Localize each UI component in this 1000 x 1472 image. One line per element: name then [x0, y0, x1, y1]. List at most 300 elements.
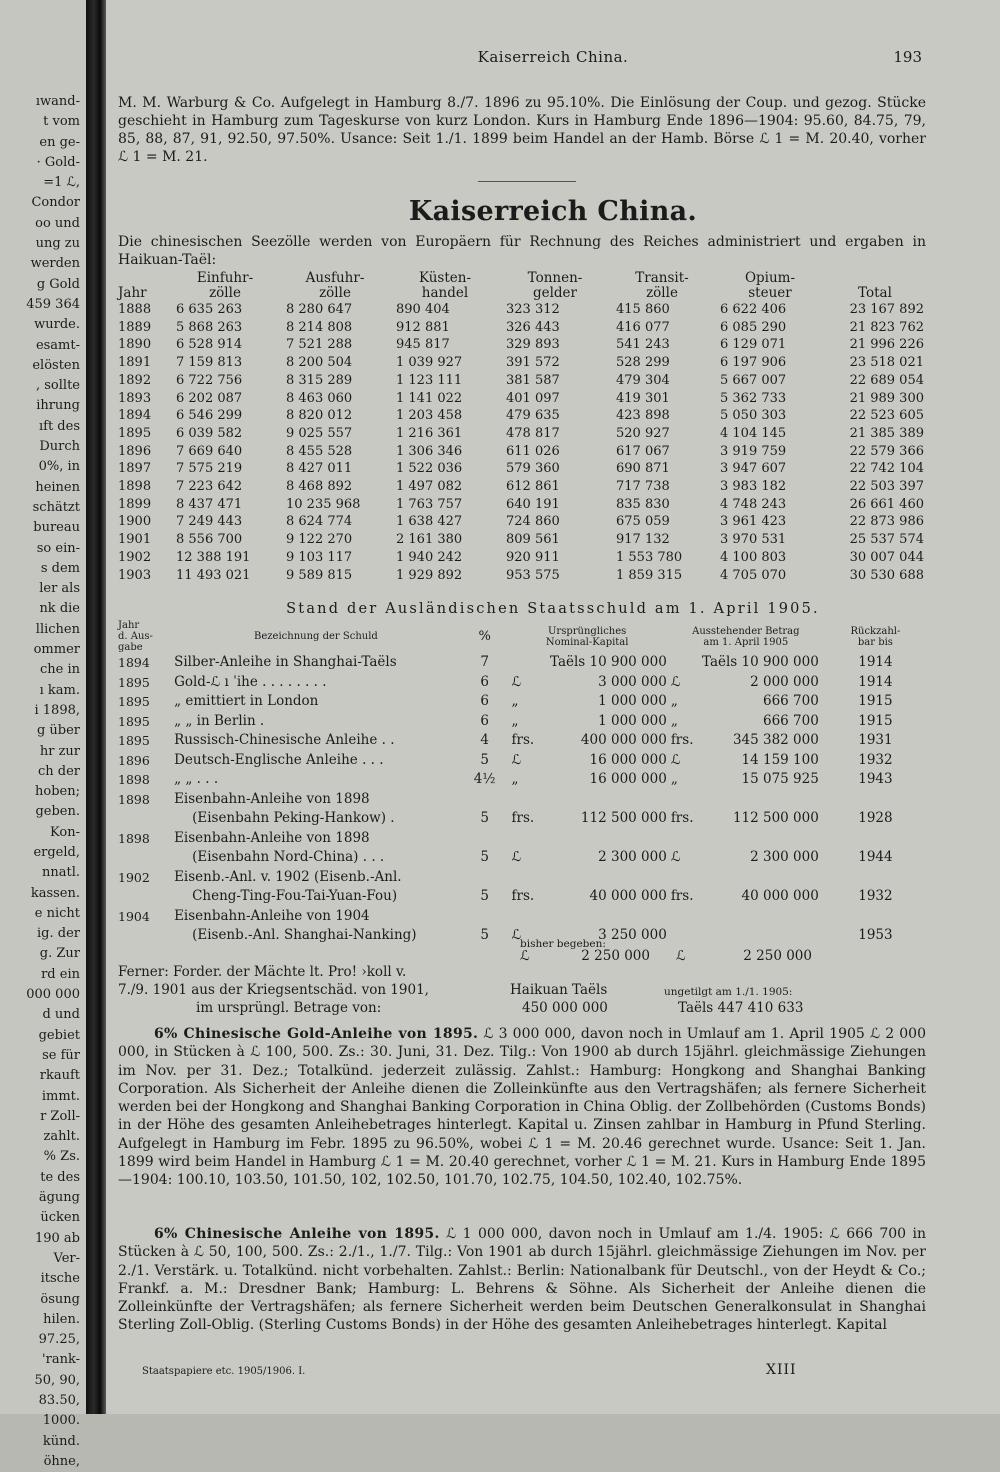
value-cell: 7 159 813	[176, 355, 243, 371]
col-name: Bezeichnung der Schuld	[254, 631, 378, 642]
debt-heading: Stand der Ausländischen Staatsschuld am 1. April 1905.	[286, 601, 820, 617]
debt-outstanding-cell: 666 700	[763, 693, 819, 709]
debt-header-repay: Rückzahl- bar bis	[850, 625, 901, 648]
table-row	[118, 770, 926, 790]
previous-page-line: zahlt.	[43, 1129, 80, 1145]
customs-col-header: Jahr	[118, 285, 147, 301]
previous-page-line: hoben;	[35, 784, 80, 800]
previous-page-line: Ver-	[53, 1250, 80, 1266]
previous-page-line: 'rank-	[42, 1352, 80, 1368]
value-cell: 1 522 036	[396, 461, 463, 477]
value-cell: 1 929 892	[396, 567, 463, 583]
previous-page-line: itsche	[40, 1271, 80, 1287]
year-cell: 1889	[118, 319, 152, 335]
value-cell: 617 067	[616, 443, 670, 459]
previous-page-line: · Gold-	[36, 154, 80, 170]
bisher-row	[118, 938, 926, 964]
debt-cur1-cell: frs.	[511, 732, 535, 748]
value-cell: 8 315 289	[286, 372, 353, 388]
previous-page-line: 000 000	[26, 987, 80, 1003]
previous-page-line: g über	[36, 723, 80, 739]
value-cell: 419 301	[616, 390, 670, 406]
previous-page-line: kassen.	[30, 885, 80, 901]
debt-cur1-cell: frs.	[511, 810, 535, 826]
debt-pct-cell: 4	[480, 732, 489, 748]
value-cell: 520 927	[616, 425, 670, 441]
debt-name-cell: Deutsch-Englische Anleihe . . .	[174, 751, 384, 768]
table-row	[118, 513, 924, 531]
debt-nominal-cell: 1 000 000	[598, 712, 667, 729]
year-cell: 1890	[118, 337, 152, 353]
value-cell: 8 280 647	[286, 302, 353, 317]
previous-page-line: Durch	[39, 439, 80, 455]
debt-outstanding-cell: 40 000 000	[741, 888, 819, 904]
value-cell: 30 530 688	[849, 567, 924, 583]
debt-repay-cell: 1944	[858, 849, 893, 865]
previous-page-text	[0, 0, 86, 1472]
previous-page-line: ıwand-	[35, 94, 80, 109]
year-cell: 1898	[118, 479, 152, 495]
value-cell: 5 362 733	[720, 390, 787, 406]
previous-page-line: te des	[40, 1169, 80, 1185]
value-cell: 8 556 700	[176, 532, 243, 548]
value-cell: 640 191	[506, 496, 560, 512]
debt-cur2-cell	[667, 868, 702, 888]
value-cell: 7 249 443	[176, 514, 243, 530]
value-cell: 6 528 914	[176, 337, 243, 353]
loan-1895b-title: 6% Chinesische Anleihe von 1895.	[154, 1226, 440, 1242]
previous-page-line: ı kam.	[39, 682, 80, 698]
debt-outstanding-cell: 666 700	[763, 712, 819, 729]
value-cell: 6 085 290	[720, 319, 787, 335]
value-cell: 1 553 780	[616, 549, 683, 565]
value-cell: 22 523 605	[849, 408, 924, 424]
debt-pct-cell	[462, 868, 508, 888]
bisher-cur1: ℒ	[520, 948, 530, 964]
previous-page-line: ch der	[37, 763, 80, 779]
customs-col-header: Total	[858, 285, 892, 301]
value-cell: 23 167 892	[849, 302, 924, 317]
debt-name-cell: Eisenbahn-Anleihe von 1904	[174, 907, 370, 924]
previous-page-line: nk die	[39, 601, 80, 617]
value-cell: 3 970 531	[720, 532, 787, 548]
ferner-line-1: Ferner: Forder. der Mächte lt. Pro! ›koll v.	[118, 964, 407, 980]
value-cell: 579 360	[506, 461, 560, 477]
debt-cur2-cell: frs.	[670, 732, 694, 748]
debt-year-cell	[118, 887, 170, 907]
previous-page-line: ösung	[40, 1291, 80, 1307]
ferner-line-3: im ursprüngl. Betrage von:	[196, 1000, 382, 1016]
debt-name-cell: Gold-ℒ ı ˈihe . . . . . . . .	[174, 673, 327, 690]
value-cell: 912 881	[396, 319, 450, 335]
debt-cur1-cell	[508, 829, 550, 849]
bisher-label: bisher begeben:	[520, 938, 606, 950]
table-row	[118, 478, 924, 496]
value-cell: 22 873 986	[849, 514, 924, 530]
previous-page-line: werden	[30, 256, 80, 272]
table-row	[118, 319, 924, 337]
previous-page-line: ihrung	[36, 398, 80, 414]
debt-cur2-cell: ℒ	[670, 751, 681, 768]
value-cell: 1 859 315	[616, 567, 683, 583]
value-cell: 9 025 557	[286, 425, 353, 441]
previous-page-line: g Gold	[36, 276, 80, 292]
value-cell: 21 823 762	[849, 319, 924, 335]
debt-repay-cell	[825, 868, 926, 888]
debt-name-cell: Cheng-Ting-Fou-Tai-Yuan-Fou)	[192, 888, 398, 904]
value-cell: 5 050 303	[720, 408, 787, 424]
previous-page-line: bureau	[33, 520, 80, 536]
debt-cur2-cell	[667, 653, 702, 673]
debt-repay-cell: 1931	[858, 732, 893, 748]
debt-outstanding-cell: 2 000 000	[750, 673, 819, 690]
debt-cur1-cell	[508, 790, 550, 810]
previous-page-line: ücken	[40, 1210, 80, 1226]
customs-col-header: Opium- steuer	[744, 270, 796, 301]
previous-page-line: 50, 90,	[34, 1372, 80, 1388]
table-row	[118, 567, 924, 585]
table-row	[118, 496, 924, 514]
value-cell: 3 961 423	[720, 514, 787, 530]
debt-cur2-cell: frs.	[670, 888, 694, 904]
col-repay	[825, 620, 926, 653]
value-cell: 917 132	[616, 532, 670, 548]
previous-page-line: 83.50,	[38, 1393, 80, 1408]
debt-name-cell: Eisenbahn-Anleihe von 1898	[174, 829, 370, 846]
value-cell: 9 122 270	[286, 532, 353, 548]
debt-nominal-cell: 16 000 000	[589, 751, 667, 768]
previous-page-line: ung zu	[35, 236, 80, 252]
value-cell: 809 561	[506, 532, 560, 548]
value-cell: 1 216 361	[396, 425, 463, 441]
value-cell: 423 898	[616, 408, 670, 424]
loan-1895b-text: ℒ 1 000 000, davon noch in Umlauf am 1./4. 1905: ℒ 666 700 in Stücken à ℒ 50, 100, 500. Zs.: 2./1., 1./7. Tilg.: Von 1901 ab durch 15jährl. gleichmässige Ziehungen im Nov. per 2./1. Verstärk. u. Totalkünd. nicht vorbehalten. Zahlst.: Berlin: Nationalbank für Deutschl., von der Heydt & Co.; Frankf. a. M.: Dresdner Bank; Hamburg: L. Behrens & Söhne. Als Sicherheit der Anleihe dienen die Zolleinkünfte der Vertragshäfen; als fernere Sicherheit werden beim Deutschen Generalkonsulat in Shanghai Sterling Zoll-Oblig. (Sterling Customs Bonds) in der Höhe des gesamten Anleihebetrages hinterlegt. Kapital	[118, 1226, 927, 1334]
value-cell: 6 635 263	[176, 302, 243, 317]
value-cell: 1 497 082	[396, 479, 463, 495]
debt-outstanding-cell	[702, 868, 825, 888]
previous-page-line: rkauft	[39, 1068, 80, 1084]
table-row	[118, 460, 924, 478]
debt-year-cell: 1895	[118, 694, 150, 709]
value-cell: 6 546 299	[176, 408, 243, 424]
value-cell: 3 983 182	[720, 479, 787, 495]
value-cell: 10 235 968	[286, 496, 361, 512]
value-cell: 717 738	[616, 479, 670, 495]
debt-cur2-cell: „	[670, 712, 678, 729]
previous-page-line: schätzt	[32, 499, 80, 515]
debt-year-cell	[118, 809, 170, 829]
value-cell: 3 919 759	[720, 443, 787, 459]
debt-repay-cell: 1915	[858, 693, 893, 709]
separator-rule	[478, 181, 576, 182]
debt-outstanding-cell	[702, 790, 825, 810]
value-cell: 22 579 366	[849, 443, 924, 459]
value-cell: 479 304	[616, 372, 670, 388]
previous-page-line: 190 ab	[34, 1230, 80, 1246]
previous-page-line: ommer	[33, 642, 80, 658]
value-cell: 724 860	[506, 514, 560, 530]
debt-year-cell: 1895	[118, 674, 150, 690]
value-cell: 478 817	[506, 425, 560, 441]
ferner-nominal-label: Haikuan Taëls	[510, 982, 608, 998]
ferner-nominal-value: 450 000 000	[522, 1000, 608, 1016]
debt-cur1-cell: ℒ	[511, 927, 522, 943]
table-row	[118, 425, 924, 443]
debt-year-cell: 1904	[118, 908, 150, 924]
debt-name-cell: (Eisenb.-Anl. Shanghai-Nanking)	[192, 927, 417, 943]
running-header	[106, 48, 1000, 72]
debt-nominal-cell: 3 250 000	[598, 927, 667, 943]
value-cell: 1 141 022	[396, 390, 463, 406]
previous-page-line: Condor	[31, 195, 80, 211]
previous-page-line: so ein-	[36, 540, 80, 556]
debt-cur1-cell: ℒ	[511, 673, 522, 690]
value-cell: 5 868 263	[176, 319, 243, 335]
table-row	[118, 531, 924, 549]
previous-page-line: hr zur	[39, 743, 80, 759]
previous-page-line: 0%, in	[38, 459, 80, 475]
debt-repay-cell: 1932	[858, 888, 893, 904]
previous-page-line: ig. der	[37, 926, 80, 942]
value-cell: 8 820 012	[286, 408, 353, 424]
previous-page-line: oo und	[35, 215, 80, 231]
value-cell: 26 661 460	[849, 496, 924, 512]
debt-cur2-cell: frs.	[670, 810, 694, 826]
debt-header-outstanding: Ausstehender Betrag am 1. April 1905	[692, 625, 800, 648]
debt-name-cell: „ emittiert in London	[174, 693, 319, 709]
previous-page-line: r Zoll-	[40, 1108, 80, 1124]
value-cell: 7 521 288	[286, 337, 353, 353]
year-cell: 1888	[118, 302, 152, 317]
ferner-tilgt-value: Taëls 447 410 633	[678, 1000, 804, 1016]
customs-col-header: Einfuhr- zölle	[196, 270, 254, 301]
debt-outstanding-cell	[702, 907, 825, 927]
debt-nominal-cell	[550, 790, 667, 810]
debt-nominal-cell	[550, 829, 667, 849]
year-cell: 1903	[118, 567, 152, 583]
value-cell: 6 202 087	[176, 390, 243, 406]
year-cell: 1902	[118, 549, 152, 565]
table-row	[118, 443, 924, 461]
page-number: 193	[893, 48, 922, 66]
table-row	[118, 829, 926, 849]
loan-1895-text: ℒ 3 000 000, davon noch in Umlauf am 1. April 1905 ℒ 2 000 000, in Stücken à ℒ 100, 500. Zs.: 30. Juni, 31. Dez. Tilg.: Von 1900 ab durch 15jährl. gleichmässige Ziehungen im Nov. per 31. Dez.; Totalkünd. jederzeit zulässig. Zahlst.: Hamburg: Hongkong and Shanghai Banking Corporation. Als Sicherheit der Anleihe dienen die Zolleinkünfte aus den Vertragshäfen; als fernere Sicherheit werden bei der Hongkong and Shanghai Banking Corporation in China Oblig. der Zollbehörden (Customs Bonds) in der Höhe des gesamten Anleihebetrages hinterlegt. Kapital u. Zinsen zahlbar in Hamburg in Pfund Sterling. Aufgelegt in Hamburg im Febr. 1895 zu 96.50%, wobei ℒ 1 = M. 20.46 gerechnet wurde. Usance: Seit 1. Jan. 1899 wird beim Handel in Hamburg ℒ 1 = M. 20.40 gerechnet, vorher ℒ 1 = M. 21. Kurs in Hamburg Ende 1895—1904: 100.10, 103.50, 101.50, 102, 102.50, 101.70, 102.75, 104.50, 102.40, 102.75%.	[118, 1026, 926, 1189]
debt-name-cell: (Eisenbahn Peking-Hankow) .	[192, 810, 395, 826]
section-title: Kaiserreich China.	[408, 196, 698, 227]
debt-outstanding-cell: 14 159 100	[741, 751, 819, 768]
col-year	[118, 620, 170, 653]
debt-cur1-cell	[508, 653, 550, 673]
previous-page-line: öhne,	[43, 1453, 80, 1469]
intro-paragraph: M. M. Warburg & Co. Aufgelegt in Hamburg 8./7. 1896 zu 95.10%. Die Einlösung der Coup. und gezog. Stücke geschieht in Hamburg zum Tageskurse von kurz London. Kurs in Hamburg Ende 1896—1904: 95.60, 84.75, 79, 85, 88, 87, 91, 92.50, 97.50%. Usance: Seit 1./1. 1899 beim Handel an der Hamb. Börse ℒ 1 = M. 20.40, vorher ℒ 1 = M. 21.	[118, 95, 926, 165]
debt-pct-cell: 7	[480, 654, 489, 670]
debt-header-nominal: Ursprüngliches Nominal-Kapital	[545, 625, 629, 648]
debt-repay-cell: 1914	[858, 654, 893, 670]
value-cell: 479 635	[506, 408, 560, 424]
previous-page-line: che in	[39, 662, 80, 678]
value-cell: 920 911	[506, 549, 560, 565]
debt-repay-cell	[825, 829, 926, 849]
table-row	[118, 868, 926, 888]
table-row	[118, 731, 926, 751]
value-cell: 1 123 111	[396, 372, 463, 388]
previous-page-line: hilen.	[43, 1311, 80, 1327]
value-cell: 9 103 117	[286, 549, 353, 565]
value-cell: 415 860	[616, 302, 670, 317]
previous-page-line: 97.25,	[38, 1332, 80, 1348]
debt-cur1-cell	[508, 868, 550, 888]
debt-nominal-cell: 1 000 000	[598, 693, 667, 709]
value-cell: 7 223 642	[176, 479, 243, 495]
value-cell: 21 989 300	[849, 390, 924, 406]
year-cell: 1893	[118, 390, 152, 406]
debt-outstanding-cell: Taëls 10 900 000	[702, 654, 819, 670]
table-row	[118, 390, 924, 408]
customs-col-header: Ausfuhr- zölle	[305, 270, 365, 301]
debt-nominal-cell	[550, 907, 667, 927]
ferner-block	[118, 963, 926, 1023]
value-cell: 21 385 389	[849, 425, 924, 441]
debt-year-cell: 1894	[118, 655, 150, 670]
previous-page-line: wurde.	[34, 317, 80, 333]
table-row	[118, 336, 924, 354]
previous-page-line: i 1898,	[34, 702, 80, 718]
value-cell: 945 817	[396, 337, 450, 353]
value-cell: 1 638 427	[396, 514, 463, 530]
year-cell: 1901	[118, 532, 152, 548]
col-outstanding	[667, 620, 825, 653]
value-cell: 6 039 582	[176, 425, 243, 441]
previous-page-line: heinen	[35, 479, 80, 495]
previous-page-line: , sollte	[36, 378, 80, 394]
col-nominal	[508, 620, 667, 653]
debt-repay-cell: 1915	[858, 712, 893, 729]
debt-year-cell: 1902	[118, 869, 150, 885]
previous-page-line: llichen	[35, 621, 80, 637]
previous-page-line: gebiet	[38, 1027, 80, 1043]
table-row	[118, 809, 926, 829]
previous-page-line: esamt-	[35, 337, 80, 353]
debt-header-year: Jahr d. Aus- gabe	[118, 620, 153, 653]
value-cell: 11 493 021	[176, 567, 251, 583]
previous-page-line: s dem	[40, 560, 80, 576]
debt-name-cell: Eisenbahn-Anleihe von 1898	[174, 790, 370, 807]
year-cell: 1892	[118, 372, 152, 388]
value-cell: 6 197 906	[720, 355, 787, 371]
table-row	[118, 372, 924, 390]
value-cell: 4 100 803	[720, 549, 787, 565]
value-cell: 4 748 243	[720, 496, 787, 512]
value-cell: 25 537 574	[849, 532, 924, 548]
footer-left: Staatspapiere etc. 1905/1906. I.	[142, 1366, 306, 1377]
table-row	[118, 653, 926, 673]
previous-page-line: 459 364	[26, 296, 80, 312]
value-cell: 8 624 774	[286, 514, 353, 530]
debt-pct-cell	[462, 907, 508, 927]
value-cell: 675 059	[616, 514, 670, 530]
value-cell: 3 947 607	[720, 461, 787, 477]
previous-page-line: ägung	[38, 1190, 80, 1206]
debt-year-cell: 1896	[118, 752, 150, 768]
value-cell: 12 388 191	[176, 549, 251, 565]
debt-nominal-cell	[550, 868, 667, 888]
value-cell: 401 097	[506, 390, 560, 406]
year-cell: 1897	[118, 461, 152, 477]
debt-repay-cell: 1953	[858, 927, 893, 943]
col-pct: %	[478, 629, 491, 644]
running-title: Kaiserreich China.	[477, 48, 629, 66]
debt-outstanding-cell: 112 500 000	[732, 810, 819, 826]
table-row	[118, 407, 924, 425]
value-cell: 541 243	[616, 337, 670, 353]
customs-col-header: Transit- zölle	[635, 270, 689, 301]
value-cell: 690 871	[616, 461, 670, 477]
debt-year-cell: 1895	[118, 733, 150, 748]
debt-nominal-cell: 112 500 000	[580, 810, 667, 826]
table-row	[118, 692, 926, 712]
debt-cur2-cell: ℒ	[670, 673, 681, 690]
value-cell: 22 503 397	[849, 479, 924, 495]
table-row	[118, 673, 926, 693]
value-cell: 528 299	[616, 355, 670, 371]
debt-nominal-cell: 2 300 000	[598, 849, 667, 865]
debt-year-cell: 1898	[118, 772, 150, 787]
previous-page-line: künd.	[42, 1433, 80, 1449]
debt-repay-cell: 1928	[858, 810, 893, 826]
value-cell: 8 463 060	[286, 390, 353, 406]
debt-pct-cell: 5	[480, 927, 489, 943]
year-cell: 1891	[118, 355, 152, 371]
previous-page-line: ergeld,	[33, 844, 80, 860]
loan-1895-section	[118, 1025, 926, 1190]
previous-page-line: t vom	[43, 114, 80, 130]
value-cell: 1 306 346	[396, 443, 463, 459]
table-row	[118, 301, 924, 319]
debt-repay-cell: 1932	[858, 751, 893, 768]
debt-outstanding-cell: 345 382 000	[732, 732, 819, 748]
debt-cur1-cell	[508, 907, 550, 927]
bisher-nominal: 2 250 000	[581, 948, 650, 964]
value-cell: 8 468 892	[286, 479, 353, 495]
value-cell: 6 722 756	[176, 372, 243, 388]
value-cell: 416 077	[616, 319, 670, 335]
previous-page-line: rd ein	[41, 966, 80, 982]
debt-cur1-cell: „	[511, 693, 519, 709]
debt-cur1-cell: ℒ	[511, 849, 522, 865]
table-row	[118, 907, 926, 927]
value-cell: 30 007 044	[849, 549, 924, 565]
year-cell: 1895	[118, 425, 152, 441]
loan-1895-title: 6% Chinesische Gold-Anleihe von 1895.	[154, 1026, 479, 1042]
table-row	[118, 887, 926, 907]
value-cell: 8 200 504	[286, 355, 353, 371]
previous-page-line: g. Zur	[39, 946, 80, 962]
ferner-line-2: 7./9. 1901 aus der Kriegsentschäd. von 1901,	[118, 982, 429, 998]
debt-name-cell: (Eisenbahn Nord-China) . . .	[192, 849, 385, 865]
debt-outstanding-cell: 2 300 000	[750, 849, 819, 865]
debt-cur2-cell: „	[670, 771, 678, 787]
debt-cur1-cell: „	[511, 712, 519, 729]
debt-name-cell: Silber-Anleihe in Shanghai-Taëls	[174, 654, 397, 670]
debt-pct-cell	[462, 829, 508, 849]
table-row	[118, 790, 926, 810]
value-cell: 8 437 471	[176, 496, 243, 512]
debt-pct-cell: 6	[480, 693, 489, 709]
previous-page-line: immt.	[41, 1088, 80, 1104]
value-cell: 953 575	[506, 567, 560, 583]
debt-pct-cell: 5	[480, 888, 489, 904]
debt-name-cell: Eisenb.-Anl. v. 1902 (Eisenb.-Anl.	[174, 868, 402, 885]
